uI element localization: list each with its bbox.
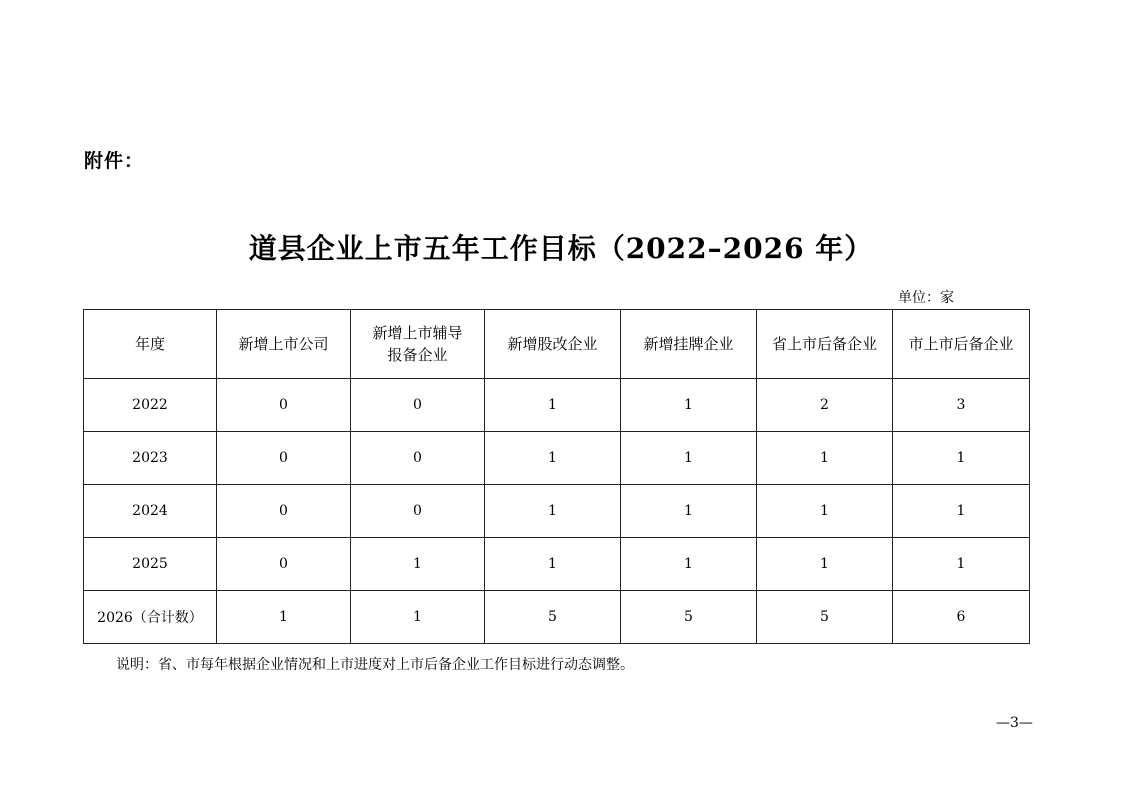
cell-value: 5 xyxy=(485,591,621,644)
cell-value: 5 xyxy=(621,591,757,644)
cell-year: 2023 xyxy=(84,432,217,485)
cell-value: 1 xyxy=(757,538,893,591)
header-city-reserve: 市上市后备企业 xyxy=(893,310,1030,379)
cell-value: 1 xyxy=(485,379,621,432)
cell-value: 0 xyxy=(351,379,485,432)
attachment-label: 附件： xyxy=(84,150,145,172)
cell-value: 1 xyxy=(485,485,621,538)
table-row xyxy=(84,485,1030,538)
cell-value: 1 xyxy=(757,485,893,538)
header-provincial-reserve: 省上市后备企业 xyxy=(757,310,893,379)
cell-value: 6 xyxy=(893,591,1030,644)
cell-value: 0 xyxy=(217,432,351,485)
page-number: —3— xyxy=(996,715,1033,731)
cell-value: 2 xyxy=(757,379,893,432)
page-title: 道县企业上市五年工作目标（2022–2026 年） xyxy=(248,232,874,265)
header-new-listing-board: 新增挂牌企业 xyxy=(621,310,757,379)
header-new-shareholding-reform: 新增股改企业 xyxy=(485,310,621,379)
cell-value: 1 xyxy=(621,432,757,485)
cell-value: 1 xyxy=(621,538,757,591)
header-new-counseling: 新增上市辅导 报备企业 xyxy=(351,310,485,379)
table-row xyxy=(84,538,1030,591)
cell-year: 2026（合计数） xyxy=(84,591,217,644)
header-new-listed: 新增上市公司 xyxy=(217,310,351,379)
cell-value: 0 xyxy=(217,485,351,538)
table-header-row xyxy=(84,310,1030,379)
cell-value: 1 xyxy=(621,485,757,538)
cell-value: 1 xyxy=(351,538,485,591)
table-row xyxy=(84,379,1030,432)
cell-value: 0 xyxy=(351,432,485,485)
cell-year: 2022 xyxy=(84,379,217,432)
cell-value: 0 xyxy=(217,538,351,591)
footnote: 说明：省、市每年根据企业情况和上市进度对上市后备企业工作目标进行动态调整。 xyxy=(116,657,634,673)
cell-value: 3 xyxy=(893,379,1030,432)
targets-table xyxy=(83,309,1030,644)
header-year: 年度 xyxy=(84,310,217,379)
cell-year: 2025 xyxy=(84,538,217,591)
cell-value: 1 xyxy=(893,432,1030,485)
cell-year: 2024 xyxy=(84,485,217,538)
cell-value: 1 xyxy=(217,591,351,644)
cell-value: 1 xyxy=(351,591,485,644)
cell-value: 1 xyxy=(485,538,621,591)
cell-value: 1 xyxy=(757,432,893,485)
table-row xyxy=(84,591,1030,644)
cell-value: 5 xyxy=(757,591,893,644)
cell-value: 0 xyxy=(217,379,351,432)
cell-value: 1 xyxy=(621,379,757,432)
cell-value: 0 xyxy=(351,485,485,538)
cell-value: 1 xyxy=(893,538,1030,591)
unit-label: 单位：家 xyxy=(898,290,954,306)
cell-value: 1 xyxy=(893,485,1030,538)
table-row xyxy=(84,432,1030,485)
cell-value: 1 xyxy=(485,432,621,485)
